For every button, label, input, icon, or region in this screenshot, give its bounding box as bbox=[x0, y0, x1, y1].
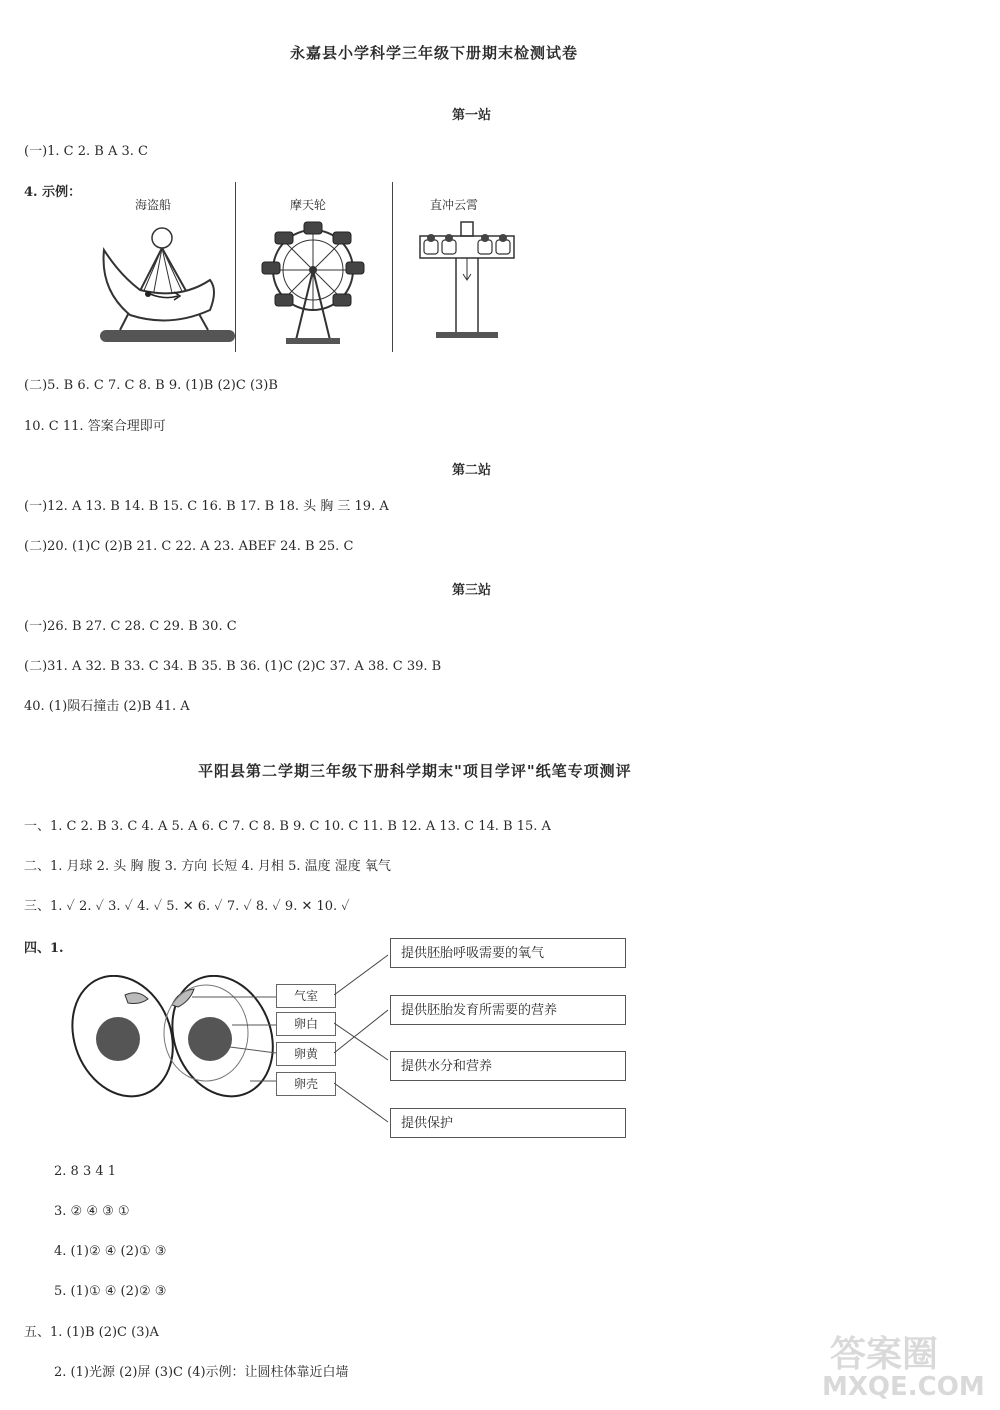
station3-line1: (一)26. B 27. C 28. C 29. B 30. C bbox=[24, 619, 237, 634]
station1-line3: 10. C 11. 答案合理即可 bbox=[24, 419, 166, 434]
section2-q5-2: 2. (1)光源 (2)屏 (3)C (4)示例：让圆柱体靠近白墙 bbox=[54, 1365, 349, 1380]
egg-function-oxygen: 提供胚胎呼吸需要的氧气 bbox=[390, 938, 626, 968]
egg-function-nutrition: 提供胚胎发育所需要的营养 bbox=[390, 995, 626, 1025]
q4-label: 4. 示例： bbox=[24, 185, 82, 200]
section1-title: 永嘉县小学科学三年级下册期末检测试卷 bbox=[290, 44, 579, 62]
station3-line3: 40. (1)陨石撞击 (2)B 41. A bbox=[24, 699, 190, 714]
divider-1 bbox=[235, 182, 236, 352]
section2-q4-label: 四、1. bbox=[24, 941, 64, 956]
egg-part-albumen: 卵白 bbox=[276, 1012, 336, 1036]
station2-line2: (二)20. (1)C (2)B 21. C 22. A 23. ABEF 24. B 25. C bbox=[24, 539, 354, 554]
station2-heading: 第二站 bbox=[452, 463, 492, 478]
section2-line3: 三、1. ✓ 2. ✓ 3. ✓ 4. ✓ 5. ✕ 6. ✓ 7. ✓ 8. ✓ 9. ✕ 10. ✓ bbox=[24, 899, 350, 914]
egg-connector-lines bbox=[334, 950, 394, 1140]
station2-line1: (一)12. A 13. B 14. B 15. C 16. B 17. B 18. 头 胸 三 19. A bbox=[24, 499, 389, 514]
ferris-wheel-illustration bbox=[258, 218, 368, 346]
section2-q4-3: 3. ② ④ ③ ① bbox=[54, 1204, 130, 1219]
ride-label-ferris-wheel: 摩天轮 bbox=[290, 198, 327, 212]
station3-line2: (二)31. A 32. B 33. C 34. B 35. B 36. (1)C (2)C 37. A 38. C 39. B bbox=[24, 659, 442, 674]
ride-label-drop-tower: 直冲云霄 bbox=[430, 198, 479, 212]
station1-line1: (一)1. C 2. B A 3. C bbox=[24, 144, 148, 159]
section2-q5-1: 五、1. (1)B (2)C (3)A bbox=[24, 1325, 159, 1340]
section2-q4-5: 5. (1)① ④ (2)② ③ bbox=[54, 1284, 167, 1299]
egg-part-yolk: 卵黄 bbox=[276, 1042, 336, 1066]
egg-function-protection: 提供保护 bbox=[390, 1108, 626, 1138]
section2-q4-2: 2. 8 3 4 1 bbox=[54, 1164, 117, 1179]
section2-line1: 一、1. C 2. B 3. C 4. A 5. A 6. C 7. C 8. B 9. C 10. C 11. B 12. A 13. C 14. B 15. A bbox=[24, 819, 551, 834]
section2-title: 平阳县第二学期三年级下册科学期末"项目学评"纸笔专项测评 bbox=[198, 762, 632, 780]
station3-heading: 第三站 bbox=[452, 583, 492, 598]
station1-heading: 第一站 bbox=[452, 108, 492, 123]
egg-part-shell: 卵壳 bbox=[276, 1072, 336, 1096]
section2-q4-4: 4. (1)② ④ (2)① ③ bbox=[54, 1244, 167, 1259]
section2-line2: 二、1. 月球 2. 头 胸 腹 3. 方向 长短 4. 月相 5. 温度 湿度 氧气 bbox=[24, 859, 391, 874]
divider-2 bbox=[392, 182, 393, 352]
station1-line2: (二)5. B 6. C 7. C 8. B 9. (1)B (2)C (3)B bbox=[24, 378, 278, 393]
egg-function-water: 提供水分和营养 bbox=[390, 1051, 626, 1081]
drop-tower-illustration bbox=[412, 218, 522, 344]
watermark-logo: 答案圈 bbox=[830, 1334, 939, 1375]
pirate-ship-illustration bbox=[90, 220, 250, 350]
watermark-url: MXQE.COM bbox=[822, 1372, 985, 1402]
egg-part-air-cell: 气室 bbox=[276, 984, 336, 1008]
ride-label-pirate-ship: 海盗船 bbox=[135, 198, 172, 212]
